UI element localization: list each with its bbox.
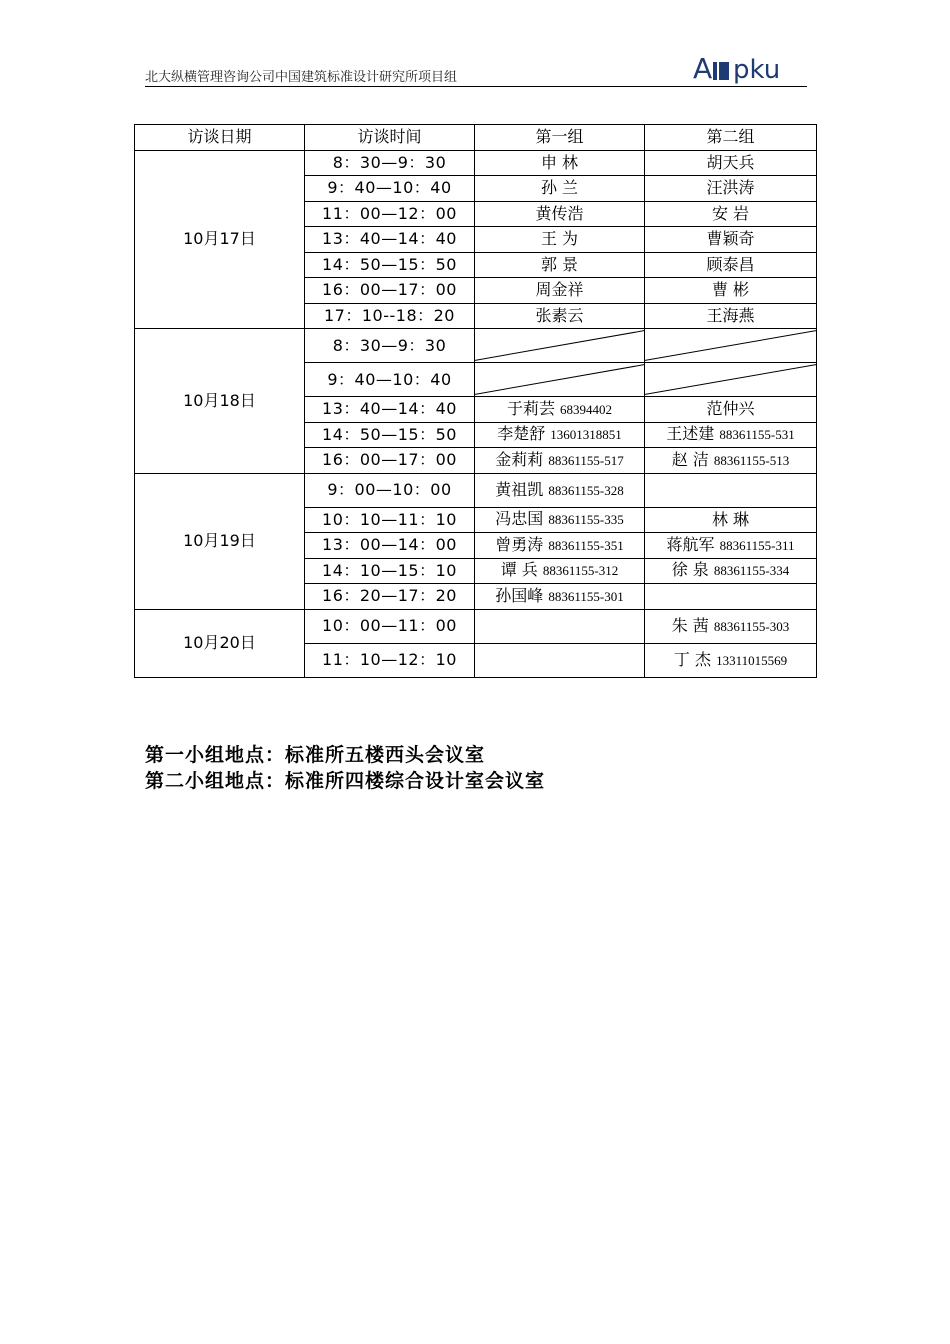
interview-date: 10月18日	[135, 329, 305, 474]
interview-time: 10：10—11：10	[305, 507, 475, 533]
group2-cell	[645, 643, 817, 677]
phone-number: 88361155-312	[542, 563, 619, 579]
group1-cell	[475, 448, 645, 474]
group1-cell	[475, 363, 645, 397]
group2-cell	[645, 609, 817, 643]
column-header: 访谈时间	[305, 125, 475, 151]
group1-cell	[475, 227, 645, 253]
person-name: 王述建	[666, 424, 715, 444]
group2-cell	[645, 533, 817, 559]
interview-date: 10月17日	[135, 150, 305, 329]
group2-cell	[645, 227, 817, 253]
interview-time: 9：40—10：40	[305, 176, 475, 202]
group1-cell	[475, 584, 645, 610]
interview-time: 16：20—17：20	[305, 584, 475, 610]
phone-number: 88361155-351	[548, 537, 624, 553]
group1-cell	[475, 609, 645, 643]
group2-cell	[645, 201, 817, 227]
group1-cell	[475, 176, 645, 202]
cross-out-line	[645, 363, 816, 396]
group1-cell	[475, 397, 645, 423]
group2-cell	[645, 558, 817, 584]
interview-time: 13：40—14：40	[305, 397, 475, 423]
phone-number: 88361155-301	[548, 588, 624, 604]
interview-time: 9：40—10：40	[305, 363, 475, 397]
interview-time: 14：50—15：50	[305, 422, 475, 448]
group2-cell	[645, 150, 817, 176]
table-row	[135, 473, 817, 507]
group1-cell	[475, 558, 645, 584]
phone-number: 88361155-334	[713, 563, 790, 579]
group2-cell	[645, 422, 817, 448]
group2-cell	[645, 329, 817, 363]
group1-cell	[475, 533, 645, 559]
person-name: 黄祖凯	[495, 479, 544, 499]
person-name: 周金祥	[535, 280, 584, 300]
group1-cell	[475, 422, 645, 448]
table-header-row	[135, 125, 817, 151]
phone-number: 88361155-303	[713, 618, 790, 634]
phone-number: 88361155-335	[548, 512, 624, 528]
group2-cell	[645, 252, 817, 278]
interview-date: 10月19日	[135, 473, 305, 609]
cross-out-line	[475, 363, 644, 396]
person-name: 汪洪涛	[706, 178, 755, 198]
person-name: 孙 兰	[540, 178, 579, 198]
person-name: 李楚舒	[497, 424, 546, 444]
person-name: 曹 彬	[711, 280, 750, 300]
group1-cell	[475, 643, 645, 677]
interview-time: 16：00—17：00	[305, 278, 475, 304]
column-header: 第二组	[645, 125, 817, 151]
person-name: 金莉莉	[495, 449, 544, 469]
group2-cell	[645, 448, 817, 474]
interview-time: 11：00—12：00	[305, 201, 475, 227]
person-name: 赵 洁	[671, 449, 709, 469]
column-header: 第一组	[475, 125, 645, 151]
group1-cell	[475, 201, 645, 227]
group2-cell	[645, 176, 817, 202]
interview-time: 10：00—11：00	[305, 609, 475, 643]
person-name: 朱 茜	[671, 615, 709, 635]
phone-number: 13601318851	[550, 427, 622, 443]
person-name: 丁 杰	[673, 649, 711, 669]
person-name: 王 为	[540, 229, 579, 249]
phone-number: 88361155-328	[548, 482, 624, 498]
group2-location: 第二小组地点：标准所四楼综合设计室会议室	[145, 770, 546, 792]
group1-cell	[475, 329, 645, 363]
group1-cell	[475, 150, 645, 176]
group1-location: 第一小组地点：标准所五楼西头会议室	[145, 744, 486, 766]
phone-number: 88361155-531	[719, 427, 795, 443]
column-header: 访谈日期	[135, 125, 305, 151]
phone-number: 88361155-311	[719, 537, 795, 553]
person-name: 谭 兵	[500, 560, 538, 580]
person-name: 孙国峰	[495, 585, 544, 605]
table-row	[135, 329, 817, 363]
person-name: 申 林	[540, 152, 579, 172]
page-header	[145, 54, 807, 87]
group2-cell	[645, 473, 817, 507]
group2-cell	[645, 584, 817, 610]
person-name: 郭 景	[540, 254, 579, 274]
interview-time: 17：10--18：20	[305, 303, 475, 329]
interview-time: 14：50—15：50	[305, 252, 475, 278]
person-name: 胡天兵	[706, 152, 755, 172]
person-name: 曾勇涛	[495, 534, 544, 554]
group1-cell	[475, 252, 645, 278]
interview-time: 14：10—15：10	[305, 558, 475, 584]
person-name: 徐 泉	[671, 560, 709, 580]
person-name: 冯忠国	[495, 509, 544, 529]
person-name: 林 琳	[711, 509, 750, 529]
table-row	[135, 150, 817, 176]
person-name: 范仲兴	[706, 399, 755, 419]
cross-out-line	[645, 329, 816, 362]
phone-number: 68394402	[560, 401, 613, 417]
group2-cell	[645, 303, 817, 329]
interview-schedule-table	[134, 124, 817, 678]
svg-text:pku: pku	[733, 55, 781, 85]
interview-time: 16：00—17：00	[305, 448, 475, 474]
person-name: 安 岩	[711, 203, 750, 223]
group2-cell	[645, 363, 817, 397]
interview-time: 13：40—14：40	[305, 227, 475, 253]
person-name: 顾泰昌	[706, 254, 755, 274]
person-name: 蒋航军	[666, 534, 715, 554]
interview-time: 11：10—12：10	[305, 643, 475, 677]
cross-out-line	[475, 329, 644, 362]
person-name: 黄传浩	[535, 203, 584, 223]
interview-time: 9：00—10：00	[305, 473, 475, 507]
group2-cell	[645, 278, 817, 304]
group2-cell	[645, 397, 817, 423]
person-name: 曹颖奇	[706, 229, 755, 249]
interview-time: 8：30—9：30	[305, 150, 475, 176]
group1-cell	[475, 303, 645, 329]
interview-time: 8：30—9：30	[305, 329, 475, 363]
phone-number: 88361155-517	[548, 452, 624, 468]
group1-cell	[475, 473, 645, 507]
table-row	[135, 609, 817, 643]
group1-cell	[475, 507, 645, 533]
interview-time: 13：00—14：00	[305, 533, 475, 559]
group2-cell	[645, 507, 817, 533]
svg-text:A: A	[693, 54, 713, 85]
company-logo	[693, 54, 805, 86]
phone-number: 88361155-513	[713, 452, 790, 468]
person-name: 于莉芸	[506, 398, 555, 418]
person-name: 王海燕	[706, 305, 755, 325]
person-name: 张素云	[535, 305, 584, 325]
phone-number: 13311015569	[716, 652, 788, 668]
group1-cell	[475, 278, 645, 304]
interview-date: 10月20日	[135, 609, 305, 677]
header-org-text: 北大纵横管理咨询公司中国建筑标准设计研究所项目组	[145, 70, 458, 85]
